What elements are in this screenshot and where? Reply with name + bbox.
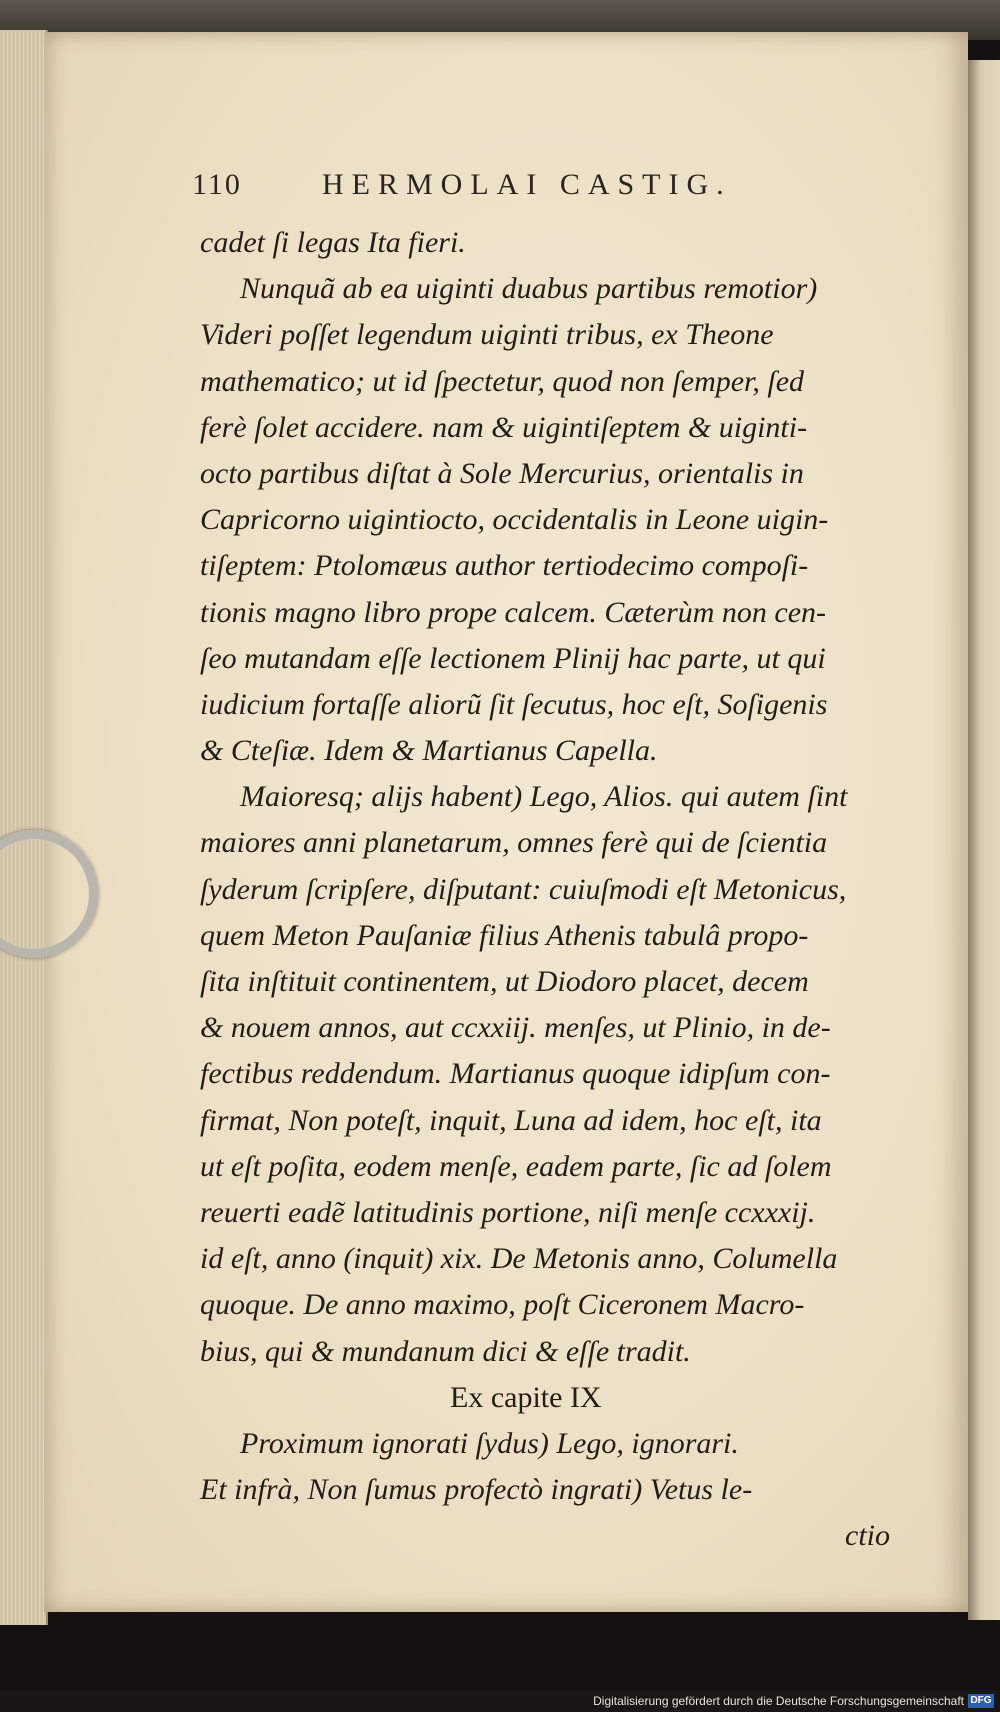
text-line: quoque. De anno maximo, poſt Ciceronem Macro- <box>200 1288 805 1322</box>
text-line: & Cteſiæ. Idem & Martianus Capella. <box>200 734 658 768</box>
text-line: id eſt, anno (inquit) xix. De Metonis anno, Columella <box>200 1242 838 1276</box>
text-line: octo partibus diſtat à Sole Mercurius, orientalis in <box>200 456 804 490</box>
chapter-heading: Ex capite IX <box>450 1380 602 1414</box>
text-line: fectibus reddendum. Martianus quoque idipſum con- <box>200 1057 831 1091</box>
page-header <box>192 168 832 208</box>
text-line: tionis magno libro prope calcem. Cæterùm non cen- <box>200 595 827 629</box>
running-head: HERMOLAI CASTIG. <box>322 168 732 201</box>
text-line: cadet ſi legas Ita fieri. <box>200 226 466 259</box>
text-line: ſita inſtituit continentem, ut Diodoro placet, decem <box>200 965 809 998</box>
text-line: mathematico; ut id ſpectetur, quod non ſemper, ſed <box>200 364 805 398</box>
text-line: Proximum ignorati ſydus) Lego, ignorari. <box>240 1426 739 1460</box>
text-line: ſyderum ſcripſere, diſputant: cuiuſmodi eſt Metonicus, <box>200 872 847 906</box>
text-line: Nunquã ab ea uiginti duabus partibus remotior) <box>240 272 818 306</box>
footer-credit: Digitalisierung gefördert durch die Deutsche Forschungsgemeinschaft <box>593 1694 964 1708</box>
text-line: Videri poſſet legendum uiginti tribus, ex Theone <box>200 318 774 352</box>
body-text <box>200 220 900 1559</box>
dfg-logo-icon: DFG <box>968 1694 994 1708</box>
page-number: 110 <box>192 168 242 201</box>
text-line: Et infrà, Non ſumus profectò ingrati) Vetus le- <box>200 1473 753 1507</box>
text-line: tiſeptem: Ptolomæus author tertiodecimo compoſi- <box>200 549 809 583</box>
facing-page-edge <box>968 60 1000 1620</box>
text-line: bius, qui & mundanum dici & eſſe tradit. <box>200 1334 691 1368</box>
catchword: ctio <box>845 1519 890 1553</box>
text-line: ſeo mutandam eſſe lectionem Plinij hac parte, ut qui <box>200 641 826 675</box>
text-line: ut eſt poſita, eodem menſe, eadem parte, ſic ad ſolem <box>200 1149 832 1183</box>
text-line: Maioresq; alijs habent) Lego, Alios. qui autem ſint <box>240 780 848 814</box>
digitization-footer <box>0 1690 1000 1712</box>
text-line: & nouem annos, aut ccxxiij. menſes, ut Plinio, in de- <box>200 1011 831 1045</box>
text-line: reuerti eadẽ latitudinis portione, niſi menſe ccxxxij. <box>200 1195 816 1229</box>
text-line: quem Meton Pauſaniæ filius Athenis tabulâ propo- <box>200 918 809 952</box>
text-line: ferè ſolet accidere. nam & uigintiſeptem & uiginti- <box>200 410 808 444</box>
text-line: iudicium fortaſſe aliorũ ſit ſecutus, hoc eſt, Soſigenis <box>200 687 828 721</box>
text-line: firmat, Non poteſt, inquit, Luna ad idem, hoc eſt, ita <box>200 1103 822 1137</box>
book-page-edges <box>0 30 48 1625</box>
text-line: maiores anni planetarum, omnes ferè qui de ſcientia <box>200 826 828 860</box>
text-line: Capricorno uigintiocto, occidentalis in Leone uigin- <box>200 503 829 537</box>
